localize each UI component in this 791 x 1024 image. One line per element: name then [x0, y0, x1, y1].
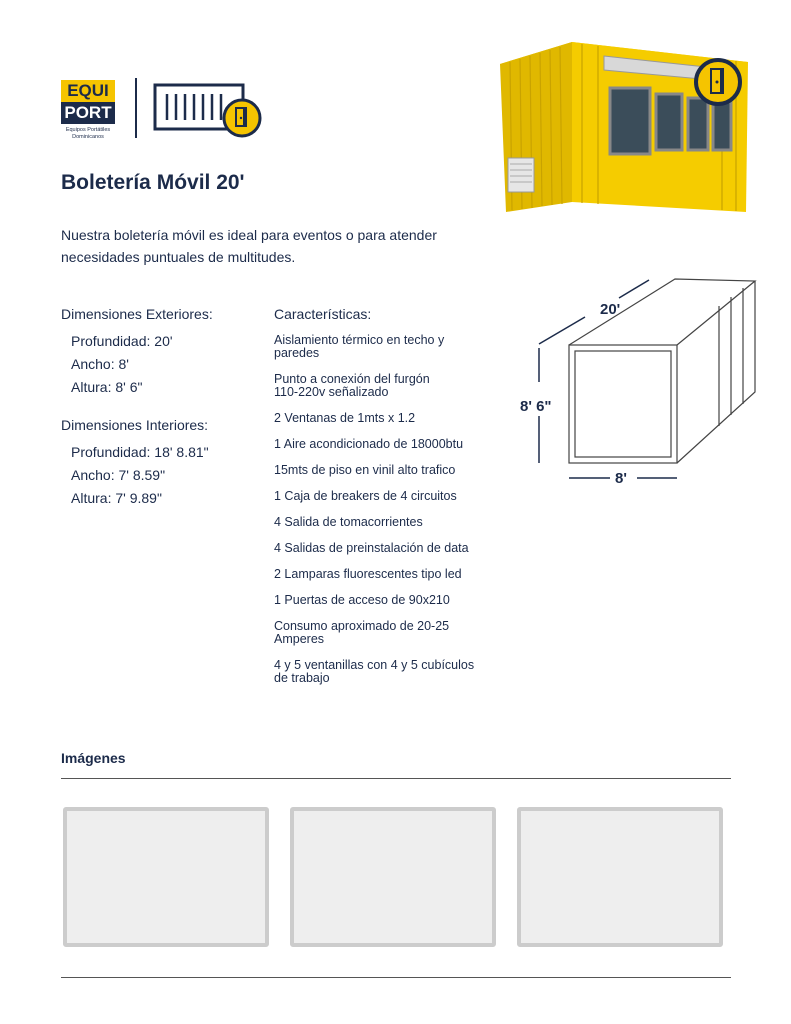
- container-door-icon: [152, 80, 264, 140]
- interior-width: Ancho: 7' 8.59": [71, 467, 166, 483]
- interior-depth: Profundidad: 18' 8.81": [71, 444, 209, 460]
- intro-line: necesidades puntuales de multitudes.: [61, 249, 296, 265]
- equiport-logo: [61, 80, 115, 130]
- feature-item: [274, 516, 494, 529]
- feature-line: Amperes: [274, 632, 325, 646]
- feature-item: [274, 568, 494, 581]
- feature-line: Punto a conexión del furgón: [274, 372, 430, 386]
- feature-line: 110-220v señalizado: [274, 385, 389, 399]
- exterior-width: Ancho: 8': [71, 356, 129, 372]
- feature-line: Consumo aproximado de 20-25: [274, 619, 450, 633]
- logo-subtitle: [56, 127, 120, 141]
- logo-equi-text: EQUI: [61, 80, 115, 102]
- image-placeholder[interactable]: [63, 807, 269, 947]
- feature-line: de trabajo: [274, 671, 330, 685]
- feature-item: [274, 334, 494, 360]
- feature-item: [274, 594, 494, 607]
- logo-divider: [135, 78, 137, 138]
- interior-dimensions-heading: Dimensiones Interiores:: [61, 417, 209, 433]
- feature-line: 2 Lamparas fluorescentes tipo led: [274, 567, 462, 581]
- feature-item: [274, 542, 494, 555]
- feature-item: [274, 412, 494, 425]
- feature-line: 1 Aire acondicionado de 18000btu: [274, 437, 464, 451]
- logo-port-text: PORT: [61, 102, 115, 124]
- intro-text: [61, 224, 481, 268]
- image-placeholder[interactable]: [517, 807, 723, 947]
- exterior-depth: Profundidad: 20': [71, 333, 173, 349]
- section-divider: [61, 778, 731, 779]
- dimensions-diagram: [515, 272, 765, 497]
- feature-item: [274, 620, 494, 646]
- diagram-length-label: 20': [600, 301, 621, 318]
- feature-item: [274, 490, 494, 503]
- footer-divider: [61, 977, 731, 978]
- exterior-dimensions-heading: Dimensiones Exteriores:: [61, 306, 213, 322]
- feature-item: [274, 373, 494, 399]
- logo-subtitle-line2: Dominicanos: [72, 134, 104, 140]
- feature-line: 4 y 5 ventanillas con 4 y 5 cubículos: [274, 658, 475, 672]
- features-list: [274, 334, 494, 698]
- exterior-height: Altura: 8' 6": [71, 379, 143, 395]
- interior-height: Altura: 7' 9.89": [71, 490, 162, 506]
- page-title: Boletería Móvil 20': [61, 171, 245, 194]
- images-heading: Imágenes: [61, 750, 126, 766]
- feature-line: 4 Salida de tomacorrientes: [274, 515, 423, 529]
- feature-item: [274, 438, 494, 451]
- feature-line: 1 Puertas de acceso de 90x210: [274, 593, 450, 607]
- feature-line: 4 Salidas de preinstalación de data: [274, 541, 469, 555]
- feature-item: [274, 659, 494, 685]
- feature-line: 15mts de piso en vinil alto trafico: [274, 463, 456, 477]
- image-placeholder[interactable]: [290, 807, 496, 947]
- feature-line: paredes: [274, 346, 320, 360]
- feature-line: 1 Caja de breakers de 4 circuitos: [274, 489, 457, 503]
- diagram-height-label: 8' 6": [520, 398, 552, 415]
- feature-item: [274, 464, 494, 477]
- features-heading: Características:: [274, 306, 372, 322]
- feature-line: Aislamiento térmico en techo y: [274, 333, 445, 347]
- diagram-width-label: 8': [615, 470, 627, 487]
- logo-subtitle-line1: Equipos Portátiles: [65, 127, 111, 133]
- feature-line: 2 Ventanas de 1mts x 1.2: [274, 411, 416, 425]
- intro-line: Nuestra boletería móvil es ideal para eventos o para atender: [61, 227, 437, 243]
- product-photo: [498, 40, 748, 240]
